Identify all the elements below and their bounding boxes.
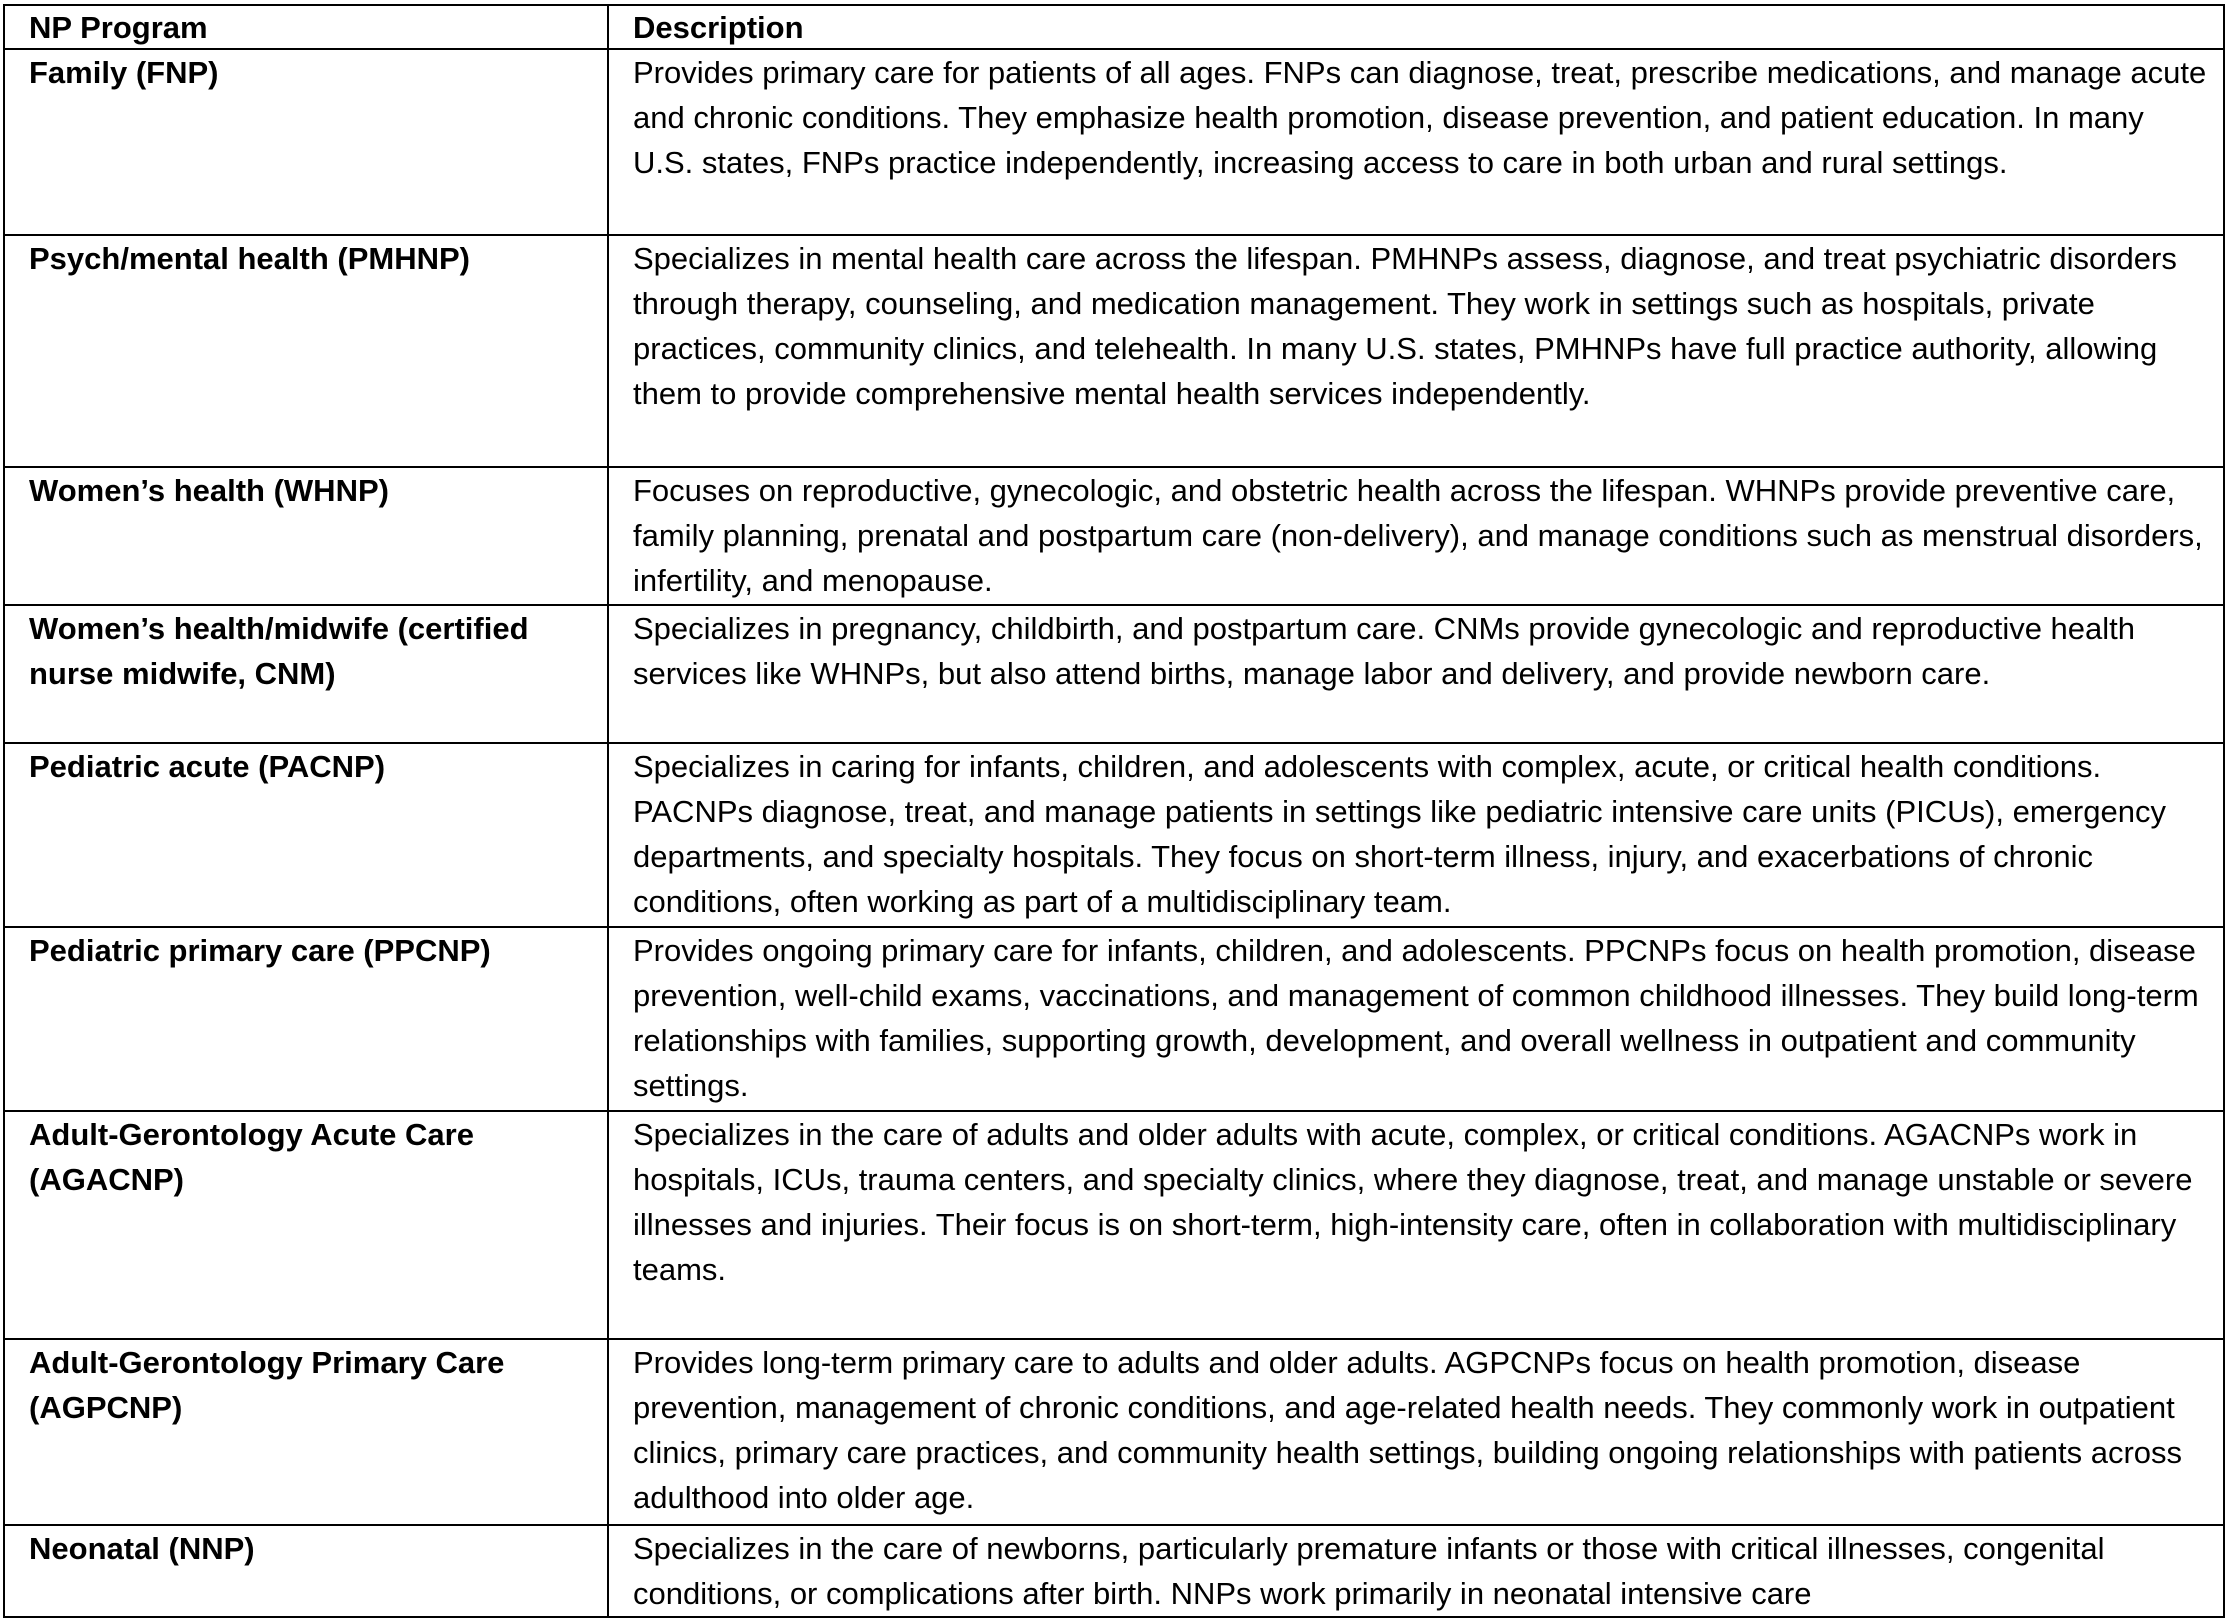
description-cell: Provides primary care for patients of all ages. FNPs can diagnose, treat, prescribe medications, and manage acute and chronic conditions. They emphasize health promotion, disease prevention, and patient education. In many U.S. states, FNPs practice independently, increasing access to care in both urban and rural settings. xyxy=(608,49,2224,235)
program-cell: Family (FNP) xyxy=(4,49,608,235)
header-np-program: NP Program xyxy=(4,5,608,49)
table-row xyxy=(4,235,2224,467)
description-cell: Specializes in caring for infants, children, and adolescents with complex, acute, or critical health conditions. PACNPs diagnose, treat, and manage patients in settings like pediatric intensive care units (PICUs), emergency departments, and specialty hospitals. They focus on short-term illness, injury, and exacerbations of chronic conditions, often working as part of a multidisciplinary team. xyxy=(608,743,2224,927)
description-cell: Focuses on reproductive, gynecologic, and obstetric health across the lifespan. WHNPs provide preventive care, family planning, prenatal and postpartum care (non-delivery), and manage conditions such as menstrual disorders, infertility, and menopause. xyxy=(608,467,2224,605)
program-cell: Adult-Gerontology Acute Care (AGACNP) xyxy=(4,1111,608,1339)
table-row xyxy=(4,605,2224,743)
description-cell: Specializes in the care of newborns, particularly premature infants or those with critical illnesses, congenital conditions, or complications after birth. NNPs work primarily in neonatal intensive care xyxy=(608,1525,2224,1617)
table-header-row xyxy=(4,5,2224,49)
description-cell: Provides long-term primary care to adults and older adults. AGPCNPs focus on health promotion, disease prevention, management of chronic conditions, and age-related health needs. They commonly work in outpatient clinics, primary care practices, and community health settings, building ongoing relationships with patients across adulthood into older age. xyxy=(608,1339,2224,1525)
table-row xyxy=(4,467,2224,605)
np-program-table xyxy=(3,4,2225,1618)
table-row xyxy=(4,1525,2224,1617)
description-cell: Specializes in pregnancy, childbirth, and postpartum care. CNMs provide gynecologic and reproductive health services like WHNPs, but also attend births, manage labor and delivery, and provide newborn care. xyxy=(608,605,2224,743)
program-cell: Women’s health (WHNP) xyxy=(4,467,608,605)
program-cell: Psych/mental health (PMHNP) xyxy=(4,235,608,467)
table-row xyxy=(4,1339,2224,1525)
program-cell: Pediatric acute (PACNP) xyxy=(4,743,608,927)
description-cell: Provides ongoing primary care for infants, children, and adolescents. PPCNPs focus on health promotion, disease prevention, well-child exams, vaccinations, and management of common childhood illnesses. They build long-term relationships with families, supporting growth, development, and overall wellness in outpatient and community settings. xyxy=(608,927,2224,1111)
program-cell: Women’s health/midwife (certified nurse midwife, CNM) xyxy=(4,605,608,743)
program-cell: Pediatric primary care (PPCNP) xyxy=(4,927,608,1111)
description-cell: Specializes in mental health care across the lifespan. PMHNPs assess, diagnose, and treat psychiatric disorders through therapy, counseling, and medication management. They work in settings such as hospitals, private practices, community clinics, and telehealth. In many U.S. states, PMHNPs have full practice authority, allowing them to provide comprehensive mental health services independently. xyxy=(608,235,2224,467)
table-row xyxy=(4,1111,2224,1339)
program-cell: Neonatal (NNP) xyxy=(4,1525,608,1617)
table-row xyxy=(4,49,2224,235)
description-cell: Specializes in the care of adults and older adults with acute, complex, or critical conditions. AGACNPs work in hospitals, ICUs, trauma centers, and specialty clinics, where they diagnose, treat, and manage unstable or severe illnesses and injuries. Their focus is on short-term, high-intensity care, often in collaboration with multidisciplinary teams. xyxy=(608,1111,2224,1339)
program-cell: Adult-Gerontology Primary Care (AGPCNP) xyxy=(4,1339,608,1525)
table-row xyxy=(4,743,2224,927)
table-row xyxy=(4,927,2224,1111)
header-description: Description xyxy=(608,5,2224,49)
